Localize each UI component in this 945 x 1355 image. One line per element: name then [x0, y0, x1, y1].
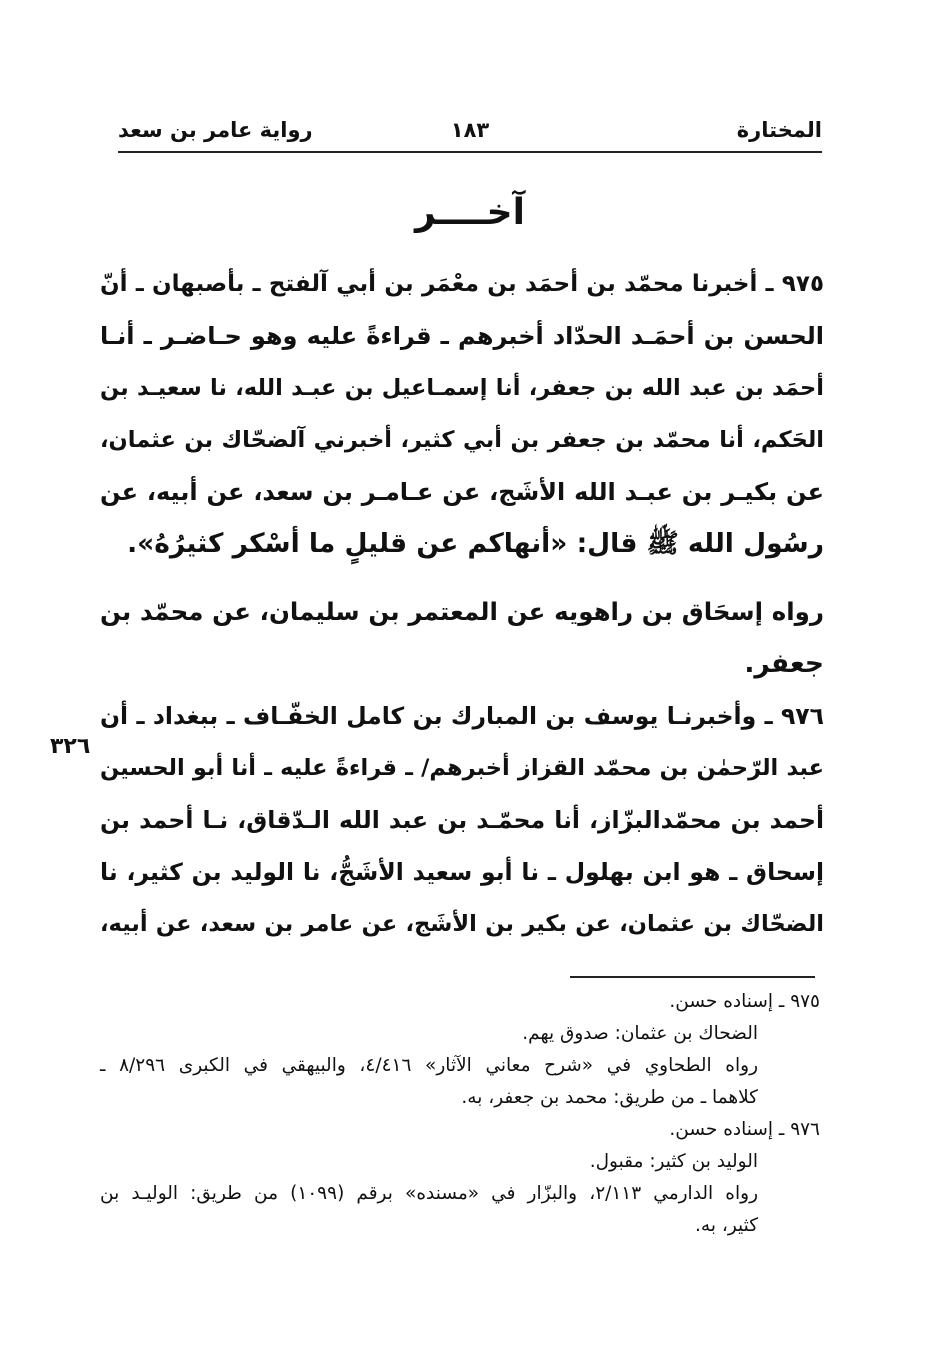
header-chapter-title: رواية عامر بن سعد [118, 118, 313, 142]
running-header [118, 114, 822, 150]
footnote-line: رواه الدارمي ٢/١١٣، والبزّار في «مسنده» برقم (١٠٩٩) من طريق: الوليـد بن [100, 1183, 758, 1204]
hadith-975-paragraph [100, 258, 824, 570]
main-text [100, 258, 824, 950]
header-book-title: المختارة [736, 118, 822, 142]
text-line: الحسن بن أحمَـد الحدّاد أخبرهم ـ قراءةً عليه وهو حـاضـر ـ أنـا [100, 322, 824, 350]
text-line: أحمَد بن عبد الله بن جعفر، أنا إسمـاعيل بن عبـد الله، نا سعيـد بن [100, 375, 824, 401]
footnotes [100, 986, 820, 1242]
section-title: آخــــر [415, 192, 525, 233]
footnote-line: الضحاك بن عثمان: صدوق يهم. [522, 1023, 758, 1044]
header-page-number: ١٨٣ [450, 118, 490, 142]
margin-page-reference: ٣٢٦ [50, 734, 91, 759]
text-line: رواه إسحَاق بن راهويه عن المعتمر بن سليمان، عن محمّد بن [100, 597, 824, 626]
text-line: جعفر. [744, 648, 824, 679]
footnote-line: رواه الطحاوي في «شرح معاني الآثار» ٤/٤١٦، والبيهقي في الكبرى ٨/٢٩٦ ـ [100, 1055, 758, 1076]
text-line: الحَكم، أنا محمّد بن جعفر بن أبي كثير، أخبرني آلضحّاك بن عثمان، [100, 427, 824, 453]
footnote-line: كلاهما ـ من طريق: محمد بن جعفر، به. [461, 1087, 758, 1108]
text-line: إسحاق ـ هو ابن بهلول ـ نا أبو سعيد الأشَجُّ، نا الوليد بن كثير، نا [100, 858, 824, 886]
footnote-divider [570, 976, 815, 978]
footnote-line: الوليد بن كثير: مقبول. [589, 1151, 758, 1172]
hadith-976-paragraph [100, 690, 824, 950]
narration-paragraph [100, 586, 824, 690]
text-line: عبد الرّحمٰن بن محمّد القزاز أخبرهم/ ـ قراءةً عليه ـ أنا أبو الحسين [100, 755, 824, 781]
header-divider [118, 151, 822, 153]
footnote-line: ٩٧٦ ـ إسناده حسن. [669, 1119, 820, 1140]
text-line: أحمد بن محمّدالبزّاز، أنا محمّـد بن عبد الله الـدّقاق، نـا أحمد بن [100, 806, 824, 834]
text-line: الضحّاك بن عثمان، عن بكير بن الأشَج، عن عامر بن سعد، عن أبيه، [100, 911, 824, 937]
footnote-line: كثير، به. [695, 1215, 758, 1236]
text-line: ٩٧٥ ـ أخبرنا محمّد بن أحمَد بن معْمَر بن أبي آلفتح ـ بأصبهان ـ أنّ [100, 271, 824, 297]
text-line: ٩٧٦ ـ وأخبرنـا يوسف بن المبارك بن كامل الخفّـاف ـ ببغداد ـ أن [100, 702, 824, 730]
text-line: عن بكيـر بن عبـد الله الأشَج، عن عـامـر بن سعد، عن أبيه، عن [100, 478, 824, 506]
text-line: رسُول الله ﷺ قال: «أنهاكم عن قليلٍ ما أسْكر كثيرُهُ». [127, 528, 824, 559]
footnote-line: ٩٧٥ ـ إسناده حسن. [669, 991, 820, 1012]
